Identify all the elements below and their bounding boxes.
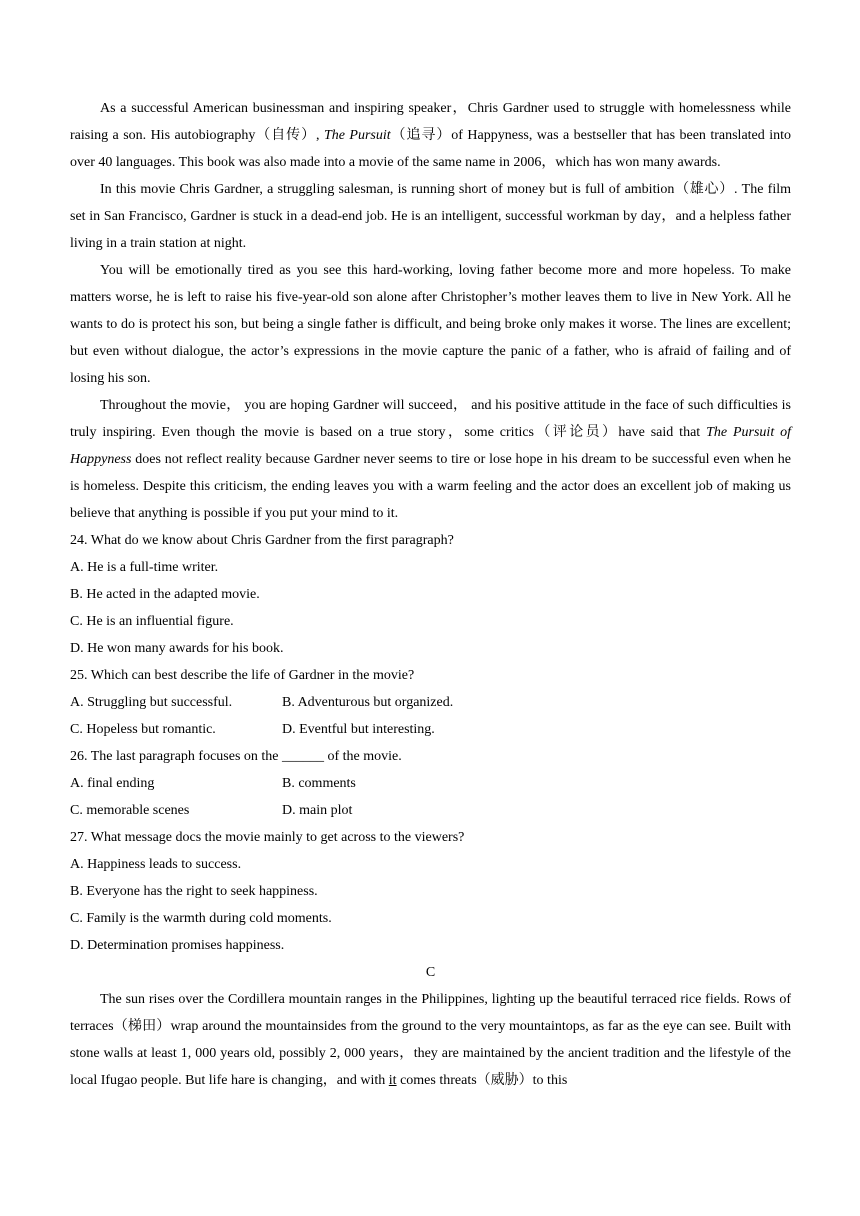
question-25-options-row-2 xyxy=(70,716,791,743)
passage-b-paragraph-1 xyxy=(70,95,791,176)
text-run: Throughout the movie， you are hoping Gardner will succeed， and his positive attitude in the face of such difficulties is truly inspiring. Even though the movie is based on a true story，some critics（评论员）have said that xyxy=(70,398,791,440)
passage-c-paragraph-1 xyxy=(70,986,791,1094)
question-26-option-a: A. final ending xyxy=(70,776,155,791)
question-27-option-a: A. Happiness leads to success. xyxy=(70,857,242,872)
question-25-option-a: A. Struggling but successful. xyxy=(70,695,233,710)
question-25-option-c: C. Hopeless but romantic. xyxy=(70,722,216,737)
question-26-option-c: C. memorable scenes xyxy=(70,803,190,818)
text-run: comes threats（威胁）to this xyxy=(396,1073,568,1088)
question-27-option-b: B. Everyone has the right to seek happiness. xyxy=(70,884,318,899)
question-25-options-row-1 xyxy=(70,689,791,716)
text-run: As a successful American businessman and inspiring speaker，Chris Gardner used to struggle with homelessness while raising a son. His autobiography（自传）, xyxy=(70,101,791,143)
question-24-option-d: D. He won many awards for his book. xyxy=(70,641,284,656)
text-run: does not reflect reality because Gardner never seems to tire or lose hope in his dream to be successful even when he is homeless. Despite this criticism, the ending leaves you with a warm feeling and the actor does an excellent job of making us believe that anything is possible if you put your mind to it. xyxy=(70,452,791,521)
question-24-option-b: B. He acted in the adapted movie. xyxy=(70,587,260,602)
underlined-word: it xyxy=(388,1073,397,1088)
text-run: （追寻）of Happyness, was a bestseller that has been translated into over 40 languages. This book was also made into a movie of the same name in 2006，which has won many awards. xyxy=(70,128,791,170)
question-27-option-d: D. Determination promises happiness. xyxy=(70,938,285,953)
question-25-option-b: B. Adventurous but organized. xyxy=(282,695,454,710)
question-27-option-c: C. Family is the warmth during cold moments. xyxy=(70,911,332,926)
book-title: The Pursuit xyxy=(323,128,391,143)
question-26-options-row-2 xyxy=(70,797,791,824)
question-26-options-row-1 xyxy=(70,770,791,797)
question-24-stem: 24. What do we know about Chris Gardner from the first paragraph? xyxy=(70,533,454,548)
question-24-option-c: C. He is an influential figure. xyxy=(70,614,234,629)
text-run: The sun rises over the Cordillera mountain ranges in the Philippines, lighting up the beautiful terraced rice fields. Rows of terraces（梯田）wrap around the mountainsides from the ground to the very mountaintops, as far as the eye can see. Built with stone walls at least 1, 000 years old, possibly 2, 000 years，they are maintained by the ancient tradition and the lifestyle of the local Ifugao people. But life hare is changing，and with xyxy=(70,992,791,1088)
question-26-option-d: D. main plot xyxy=(282,803,353,818)
passage-b-paragraph-3: You will be emotionally tired as you see this hard-working, loving father become more and more hopeless. To make matters worse, he is left to raise his five-year-old son alone after Christopher’s mother leaves them to live in New York. All he wants to do is protect his son, but being a single father is difficult, and being broke only makes it worse. The lines are excellent; but even without dialogue, the actor’s expressions in the movie capture the panic of a father, who is afraid of failing and of losing his son. xyxy=(70,263,791,386)
question-25-stem: 25. Which can best describe the life of Gardner in the movie? xyxy=(70,668,415,683)
passage-b-paragraph-4 xyxy=(70,392,791,527)
document-body xyxy=(70,95,791,1094)
section-heading-c: C xyxy=(425,965,436,980)
question-26-stem: 26. The last paragraph focuses on the ______ of the movie. xyxy=(70,749,402,764)
movie-title: The Pursuit of Happyness xyxy=(70,425,791,467)
question-25-option-d: D. Eventful but interesting. xyxy=(282,722,435,737)
question-27-stem: 27. What message docs the movie mainly to get across to the viewers? xyxy=(70,830,465,845)
question-26-option-b: B. comments xyxy=(282,776,356,791)
passage-b-paragraph-2: In this movie Chris Gardner, a struggling salesman, is running short of money but is full of ambition（雄心）. The film set in San Francisco, Gardner is stuck in a dead-end job. He is an intelligent, successful workman by day，and a helpless father living in a train station at night. xyxy=(70,182,791,251)
question-24-option-a: A. He is a full-time writer. xyxy=(70,560,219,575)
